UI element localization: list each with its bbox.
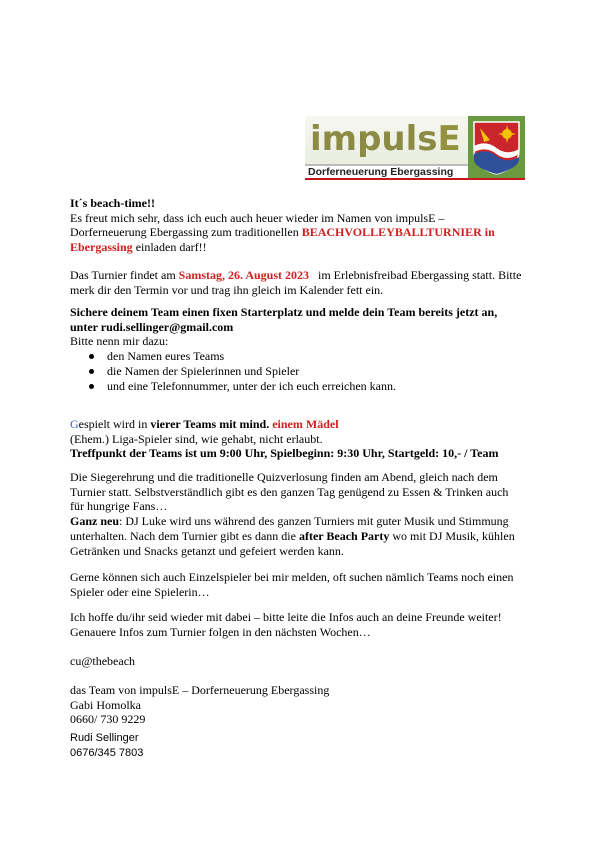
registration-email: unter rudi.sellinger@gmail.com bbox=[70, 319, 234, 334]
date-paragraph bbox=[70, 268, 540, 297]
registration-paragraph bbox=[70, 305, 540, 349]
signoff: cu@thebeach bbox=[70, 654, 136, 668]
greeting-l2-pre: Dorferneuerung Ebergassing zum traditionellen bbox=[70, 225, 302, 240]
singles-line-2: Spieler oder eine Spielerin… bbox=[70, 584, 210, 599]
date-line-2: merk dir den Termin vor und trag ihn gleich im Kalender fett ein. bbox=[70, 282, 384, 297]
registration-line-1: Sichere deinem Team einen fixen Starterplatz und melde dein Team bereits jetzt an, bbox=[70, 305, 498, 319]
date-line-1 bbox=[70, 268, 540, 283]
coat-of-arms-icon bbox=[468, 116, 525, 178]
closing-line-1: Ich hoffe du/ihr seid wieder mit dabei – bitte leite die Infos auch an deine Freunde weiter! bbox=[70, 610, 502, 624]
ceremony-l5-pre: unterhalten. Nach dem Turnier gibt es dann die bbox=[70, 528, 299, 543]
list-item bbox=[89, 364, 529, 379]
rules-girl: einem Mädel bbox=[269, 417, 339, 431]
signature-block-2 bbox=[70, 731, 540, 760]
new-label: Ganz neu bbox=[70, 514, 120, 529]
logo-wordmark bbox=[310, 119, 461, 159]
rules-pre: espielt wird in bbox=[78, 417, 151, 431]
logo-wordmark-pre: impuls bbox=[310, 119, 438, 159]
date-post: im Erlebnisfreibad Ebergassing statt. Bitte bbox=[309, 268, 522, 282]
rules-initial: G bbox=[70, 417, 79, 431]
greeting-title: It´s beach-time!! bbox=[70, 196, 155, 210]
rules-paragraph bbox=[70, 417, 540, 461]
ceremony-line-3: für hungrige Fans… bbox=[70, 499, 168, 514]
ceremony-line-5 bbox=[70, 529, 540, 544]
ceremony-line-1: Die Siegerehrung und die traditionelle Quizverlosung finden am Abend, gleich nach dem bbox=[70, 470, 498, 484]
closing-paragraph bbox=[70, 610, 540, 639]
greeting-line-3 bbox=[70, 240, 540, 255]
list-item-text: den Namen eures Teams bbox=[107, 349, 225, 363]
logo-red-stripe bbox=[305, 178, 525, 180]
list-item-text: die Namen der Spielerinnen und Spieler bbox=[107, 363, 300, 378]
list-item-text: und eine Telefonnummer, unter der ich euch erreichen kann. bbox=[107, 378, 397, 393]
greeting-line-1: Es freut mich sehr, dass ich euch auch heuer wieder im Namen von impulsE – bbox=[70, 210, 445, 225]
greeting-line-2 bbox=[70, 225, 540, 240]
rules-teams: vierer Teams mit mind. bbox=[150, 417, 270, 431]
registration-line-3: Bitte nenn mir dazu: bbox=[70, 334, 169, 349]
ceremony-line-6: Getränken und Snacks getanzt und gefeiert werden kann. bbox=[70, 543, 344, 558]
event-place: Ebergassing bbox=[70, 240, 133, 255]
ceremony-line-4 bbox=[70, 514, 540, 529]
rules-line-1 bbox=[70, 417, 540, 432]
signature-name-1: Gabi Homolka bbox=[70, 697, 141, 712]
ceremony-l5-post: wo mit DJ Musik, kühlen bbox=[389, 528, 515, 543]
list-item bbox=[89, 349, 529, 364]
impulse-logo bbox=[305, 116, 525, 180]
bullet-icon bbox=[89, 369, 94, 374]
rules-line-2: (Ehem.) Liga-Spieler sind, wie gehabt, nicht erlaubt. bbox=[70, 431, 323, 446]
registration-list bbox=[89, 349, 529, 393]
list-item bbox=[89, 379, 529, 394]
date-pre: Das Turnier findet am bbox=[70, 268, 179, 282]
greeting-paragraph bbox=[70, 196, 540, 255]
ceremony-l4-post: : DJ Luke wird uns während des ganzen Turniers mit guter Musik und Stimmung bbox=[119, 514, 509, 529]
ceremony-paragraph bbox=[70, 470, 540, 558]
ceremony-line-2: Turnier statt. Selbstverständlich gibt es den ganzen Tag genügend zu Essen & Trinken auch bbox=[70, 484, 509, 499]
signature-phone-1: 0660/ 730 9229 bbox=[70, 712, 146, 727]
signature-name-2: Rudi Sellinger bbox=[70, 732, 139, 744]
signature-phone-2: 0676/345 7803 bbox=[70, 746, 144, 759]
bullet-icon bbox=[89, 384, 94, 389]
logo-subtitle: Dorferneuerung Ebergassing bbox=[308, 166, 454, 178]
signature-block bbox=[70, 683, 540, 727]
bullet-icon bbox=[89, 354, 94, 359]
event-date: Samstag, 26. August 2023 bbox=[178, 268, 310, 282]
rules-line-3: Treffpunkt der Teams ist um 9:00 Uhr, Spielbeginn: 9:30 Uhr, Startgeld: 10,- / Team bbox=[70, 446, 499, 461]
after-party: after Beach Party bbox=[298, 528, 390, 543]
singles-paragraph bbox=[70, 570, 540, 599]
singles-line-1: Gerne können sich auch Einzelspieler bei mir melden, oft suchen nämlich Teams noch einen bbox=[70, 570, 514, 584]
event-name: BEACHVOLLEYBALLTURNIER in bbox=[301, 225, 495, 240]
signature-team: das Team von impulsE – Dorferneuerung Ebergassing bbox=[70, 683, 330, 697]
closing-line-2: Genauere Infos zum Turnier folgen in den nächsten Wochen… bbox=[70, 624, 371, 639]
greeting-l3-post: einladen darf!! bbox=[132, 240, 207, 255]
logo-wordmark-cap: E bbox=[437, 119, 461, 159]
